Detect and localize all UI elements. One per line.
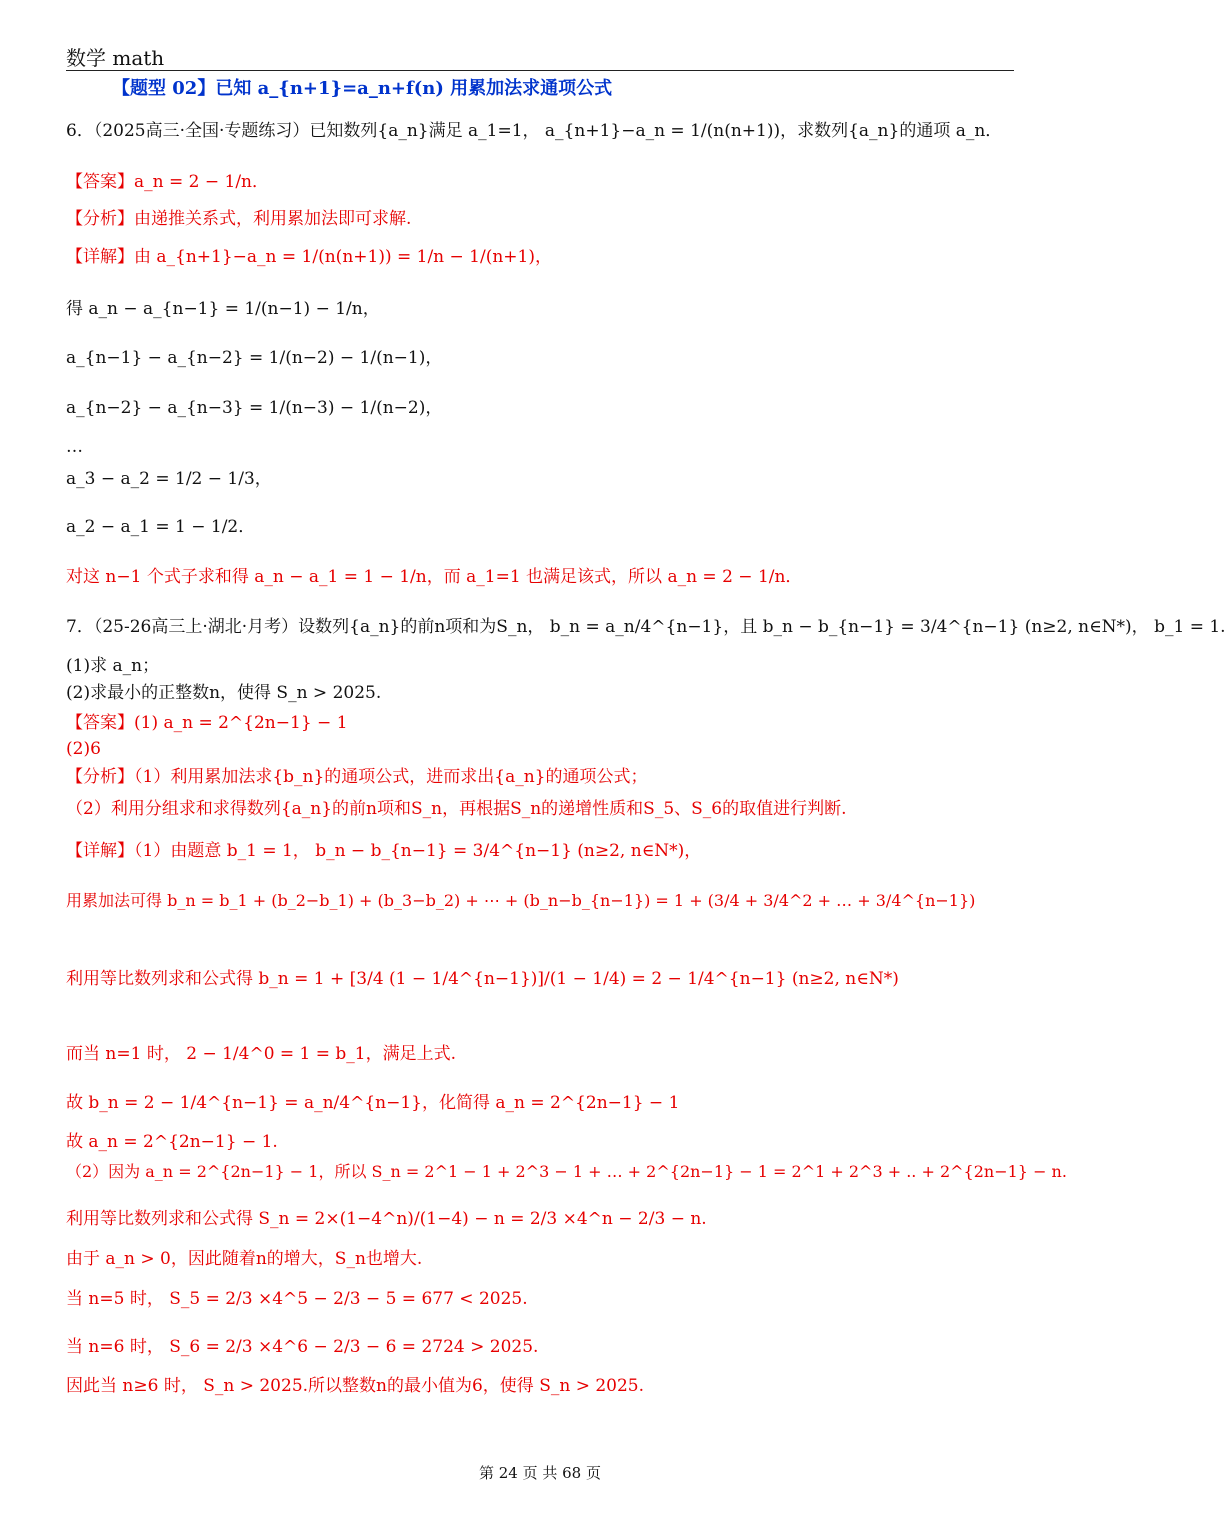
q7-detail-2: 用累加法可得 b_n = b_1 + (b_2−b_1) + (b_3−b_2) + ⋯ + (b_n−b_{n−1}) = 1 + (3/4 + 3/4^2 + … + 3/4^{n−1}) (66, 891, 976, 910)
q6-detail: 【详解】由 a_{n+1}−a_n = 1/(n(n+1)) = 1/n − 1/(n+1)， (66, 247, 553, 267)
q7-detail-7: （2）因为 a_n = 2^{2n−1} − 1，所以 S_n = 2^1 − 1 + 2^3 − 1 + … + 2^{2n−1} − 1 = 2^1 + 2^3 + .. + 2^{2n−1} − n. (66, 1162, 1067, 1181)
q7-detail-11: 当 n=6 时， S_6 = 2/3 ×4^6 − 2/3 − 6 = 2724 > 2025. (66, 1337, 539, 1357)
q6-ellipsis: … (66, 437, 83, 457)
q6-step-2: a_{n−1} − a_{n−2} = 1/(n−2) − 1/(n−1)， (66, 348, 443, 368)
section-title: 【题型 02】已知 a_{n+1}=a_n+f(n) 用累加法求通项公式 (112, 78, 613, 99)
q6-conclusion: 对这 n−1 个式子求和得 a_n − a_1 = 1 − 1/n，而 a_1=1 也满足该式，所以 a_n = 2 − 1/n． (66, 567, 803, 587)
q6-step-5: a_2 − a_1 = 1 − 1/2． (66, 517, 256, 537)
q7-detail-9: 由于 a_n > 0，因此随着n的增大，S_n也增大. (66, 1249, 423, 1269)
q7-answer-2: (2)6 (66, 739, 101, 759)
q7-detail-12: 因此当 n≥6 时， S_n > 2025.所以整数n的最小值为6，使得 S_n > 2025. (66, 1376, 645, 1396)
q7-part-1: (1)求 a_n； (66, 656, 160, 676)
q7-analysis-1: 【分析】（1）利用累加法求{b_n}的通项公式，进而求出{a_n}的通项公式； (66, 767, 648, 787)
q7-part-2: (2)求最小的正整数n，使得 S_n > 2025. (66, 683, 382, 703)
q6-stem: 6．（2025高三·全国·专题练习）已知数列{a_n}满足 a_1=1， a_{n+1}−a_n = 1/(n(n+1))，求数列{a_n}的通项 a_n． (66, 121, 1003, 141)
page-number: 第 24 页 共 68 页 (478, 1464, 601, 1482)
q7-stem: 7．（25-26高三上·湖北·月考）设数列{a_n}的前n项和为S_n， b_n = a_n/4^{n−1}，且 b_n − b_{n−1} = 3/4^{n−1} (n≥2, n∈N*)， b_1 = 1. (66, 617, 1226, 637)
q7-answer-1: 【答案】(1) a_n = 2^{2n−1} − 1 (66, 713, 348, 733)
q6-step-1: 得 a_n − a_{n−1} = 1/(n−1) − 1/n， (66, 299, 380, 319)
q7-detail-6: 故 a_n = 2^{2n−1} − 1. (66, 1132, 278, 1152)
q7-analysis-2: （2）利用分组求和求得数列{a_n}的前n项和S_n，再根据S_n的递增性质和S_5、S_6的取值进行判断. (66, 799, 847, 819)
q7-detail-8: 利用等比数列求和公式得 S_n = 2×(1−4^n)/(1−4) − n = 2/3 ×4^n − 2/3 − n. (66, 1209, 707, 1229)
q7-detail-10: 当 n=5 时， S_5 = 2/3 ×4^5 − 2/3 − 5 = 677 < 2025. (66, 1289, 528, 1309)
q6-answer: 【答案】a_n = 2 − 1/n． (66, 172, 269, 192)
q7-detail-1: 【详解】（1）由题意 b_1 = 1， b_n − b_{n−1} = 3/4^{n−1} (n≥2, n∈N*)， (66, 841, 702, 861)
q7-detail-5: 故 b_n = 2 − 1/4^{n−1} = a_n/4^{n−1}，化简得 a_n = 2^{2n−1} − 1 (66, 1093, 680, 1113)
q6-step-3: a_{n−2} − a_{n−3} = 1/(n−3) − 1/(n−2)， (66, 398, 443, 418)
q6-step-4: a_3 − a_2 = 1/2 − 1/3， (66, 469, 272, 489)
q7-detail-3: 利用等比数列求和公式得 b_n = 1 + [3/4 (1 − 1/4^{n−1})]/(1 − 1/4) = 2 − 1/4^{n−1} (n≥2, n∈N*) (66, 969, 899, 989)
q7-detail-4: 而当 n=1 时， 2 − 1/4^0 = 1 = b_1，满足上式. (66, 1044, 457, 1064)
q6-analysis: 【分析】由递推关系式，利用累加法即可求解. (66, 209, 412, 229)
document-header: 数学 math (66, 46, 165, 70)
header-rule (66, 70, 1014, 71)
